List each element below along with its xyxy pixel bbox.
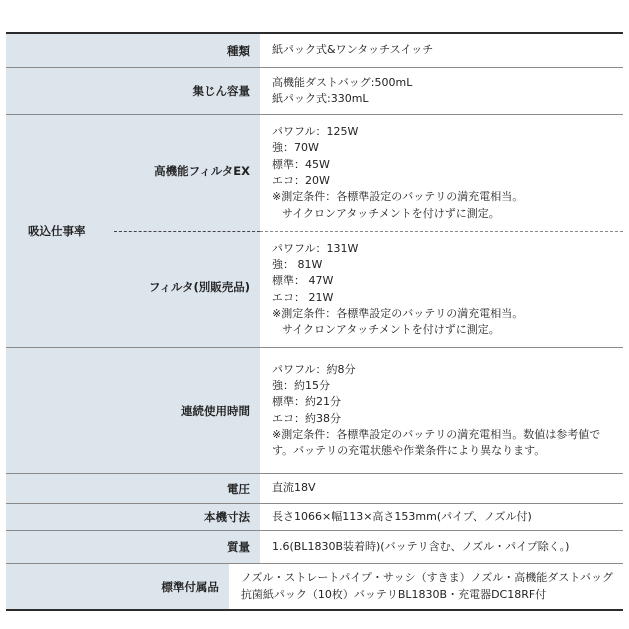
voltage-value: [260, 474, 623, 503]
accessories-value: [229, 564, 623, 609]
row-capacity: [6, 68, 623, 115]
filter-ex-line: サイクロンアタッチメントを付けずに測定。: [282, 206, 500, 220]
filter-opt-line: サイクロンアタッチメントを付けずに測定。: [282, 323, 500, 337]
mass-label: 質量: [6, 531, 260, 563]
type-value: [260, 34, 623, 67]
filter-ex-line: 強：70W: [272, 141, 319, 155]
voltage-text: 直流18V: [272, 481, 316, 495]
row-voltage: [6, 474, 623, 504]
filter-opt-line: 標準： 47W: [272, 274, 334, 288]
row-runtime: [6, 348, 623, 474]
filter-opt-line: 強： 81W: [272, 257, 323, 271]
filter-ex-line: 標準：45W: [272, 157, 330, 171]
filter-ex-line: エコ：20W: [272, 174, 330, 187]
suction-header: [6, 115, 260, 347]
spec-table: [6, 32, 623, 611]
runtime-line: パワフル：約8分: [272, 362, 356, 376]
mass-text: 1.6(BL1830B装着時)(バッテリ含む、ノズル・パイプ除く。): [272, 539, 570, 553]
filter-ex-line: ※測定条件：各標準設定のバッテリの満充電相当。: [272, 190, 524, 204]
filter-ex-value: [260, 115, 623, 231]
dimensions-label: 本機寸法: [6, 504, 260, 530]
runtime-note: ※測定条件：各標準設定のバッテリの満充電相当。数値は参考値です。バッテリの充電状態や作業条件により異なります。: [272, 427, 601, 458]
row-type: [6, 34, 623, 68]
row-suction: [6, 115, 623, 348]
runtime-label: 連続使用時間: [6, 348, 260, 473]
runtime-line: 強：約15分: [272, 378, 330, 392]
runtime-line: 標準：約21分: [272, 395, 341, 409]
row-mass: [6, 531, 623, 564]
filter-opt-line: ※測定条件：各標準設定のバッテリの満充電相当。: [272, 306, 524, 320]
row-accessories: [6, 564, 623, 609]
filter-opt-value: [260, 232, 623, 347]
accessories-line: ノズル・ストレートパイプ・サッシ（すきま）ノズル・高機能ダストバッグ: [240, 571, 613, 585]
filter-ex-line: パワフル：125W: [272, 125, 359, 139]
mass-value: [260, 531, 623, 563]
suction-label: 吸込仕事率: [28, 224, 86, 238]
filter-opt-line: エコ： 21W: [272, 290, 334, 304]
filter-opt-line: パワフル：131W: [272, 241, 359, 255]
row-dimensions: [6, 504, 623, 531]
suction-values: [260, 115, 623, 347]
runtime-value: [260, 348, 623, 473]
voltage-label: 電圧: [6, 474, 260, 503]
capacity-line: 紙パック式:330mL: [272, 92, 369, 105]
capacity-label: 集じん容量: [6, 68, 260, 114]
accessories-label: 標準付属品: [6, 564, 229, 609]
type-text: 紙パック式&ワンタッチスイッチ: [272, 43, 434, 57]
filter-opt-label: フィルタ(別販売品): [148, 280, 250, 294]
runtime-line: エコ：約38分: [272, 411, 341, 425]
dimensions-value: [260, 504, 623, 530]
suction-divider: [114, 231, 260, 232]
filter-ex-label: 高機能フィルタEX: [154, 164, 250, 178]
capacity-line: 高機能ダストバッグ:500mL: [272, 75, 413, 89]
dimensions-text: 長さ1066×幅113×高さ153mm(パイプ、ノズル付): [272, 509, 532, 523]
type-label: 種類: [6, 34, 260, 67]
capacity-value: [260, 68, 623, 114]
accessories-line: 抗菌紙パック（10枚）バッテリBL1830B・充電器DC18RF付: [240, 587, 547, 601]
